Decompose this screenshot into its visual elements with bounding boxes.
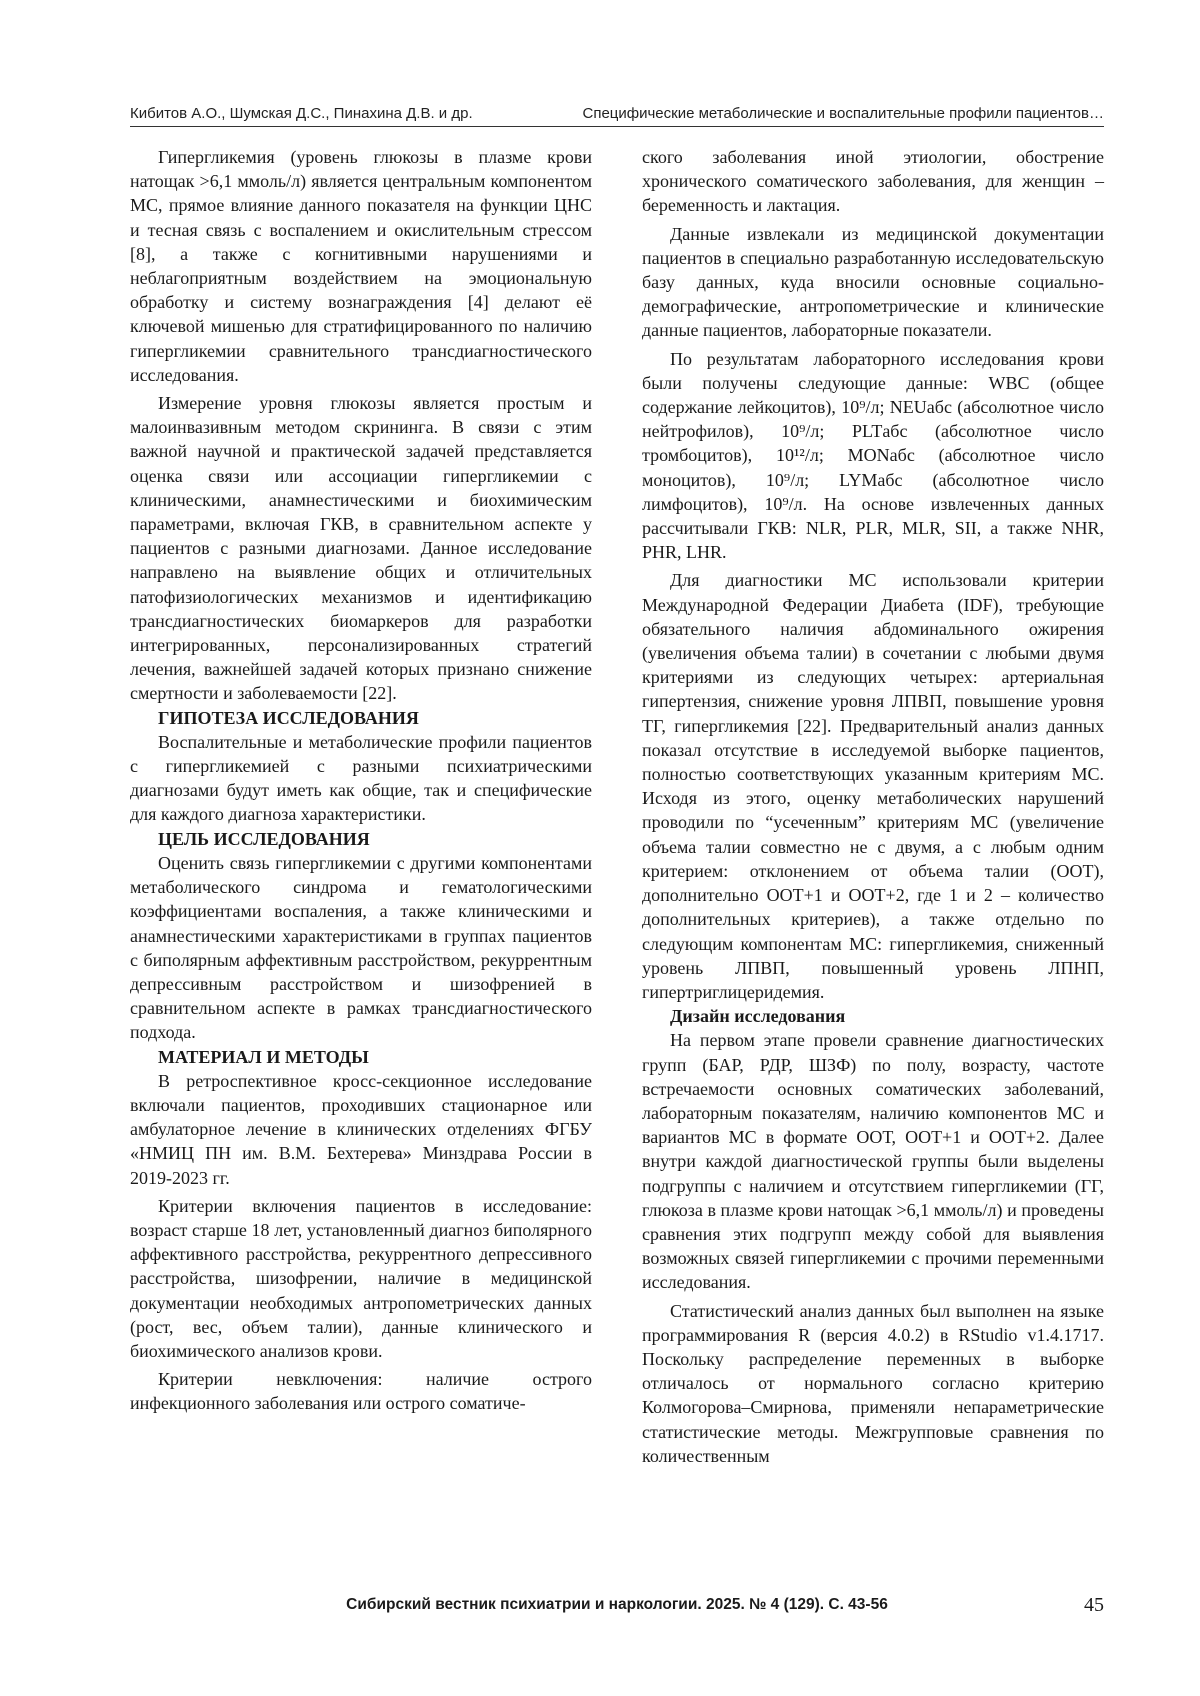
right-column [642, 145, 1104, 1550]
paragraph-hypothesis: Воспалительные и метаболические профили пациентов с гипергликемией с разными психиатрическими диагнозами будут иметь как общие, так и специфические для каждого диагноза характеристики. [130, 731, 592, 825]
paragraph-hyperglycemia: Гипергликемия (уровень глюкозы в плазме крови натощак >6,1 ммоль/л) является центральным компонентом МС, прямое влияние данного показателя на функции ЦНС и тесная связь с воспалением и окислительным стрессом [8], а также с когнитивными нарушениями и неблагоприятным воздействием на эмоциональную обработку и систему вознаграждения [4] делают её ключевой мишенью для стратифицированного по наличию гипергликемии сравнительного трансдиагностического исследования. [130, 147, 592, 385]
heading-methods: МАТЕРИАЛ И МЕТОДЫ [158, 1046, 369, 1067]
journal-citation: Сибирский вестник психиатрии и наркологии. 2025. № 4 (129). С. 43-56 [346, 1596, 888, 1613]
header-authors: Кибитов А.О., Шумская Д.С., Пинахина Д.В. и др. [130, 105, 473, 122]
page-footer [130, 1596, 1104, 1614]
paragraph-exclusion-criteria: Критерии невключения: наличие острого инфекционного заболевания или острого соматиче- [130, 1369, 592, 1414]
running-head [130, 105, 1104, 127]
paragraph-study-design: В ретроспективное кросс-секционное исследование включали пациентов, проходивших стационарное или амбулаторное лечение в клинических отделениях ФГБУ «НМИЦ ПН им. В.М. Бехтерева» Минздрава России в 2019-2023 гг. [130, 1070, 592, 1188]
paragraph-glucose-screening: Измерение уровня глюкозы является простым и малоинвазивным методом скрининга. В связи с этим важной научной и практической задачей представляется оценка связи или ассоциации гипергликемии с клиническими, анамнестическими и биохимическим параметрами, включая ГКВ, в сравнительном аспекте у пациентов с разными диагнозами. Данное исследование направлено на выявление общих и отличительных патофизиологических механизмов и идентификацию трансдиагностических биомаркеров для разработки интегрированных, персонализированных стратегий лечения, важнейшей задачей которых признано снижение смертности и заболеваемости [22]. [130, 393, 592, 704]
paragraph-data-extraction: Данные извлекали из медицинской документации пациентов в специально разработанную исследовательскую базу данных, куда вносили основные социально-демографические, антропометрические и клинические данные пациентов, лабораторные показатели. [642, 223, 1104, 341]
paragraph-design: На первом этапе провели сравнение диагностических групп (БАР, РДР, ШЗФ) по полу, возрасту, частоте встречаемости основных соматических заболеваний, лабораторным показателям, наличию компонентов МС и вариантов МС в формате ООТ, ООТ+1 и ООТ+2. Далее внутри каждой диагностической группы были выделены подгруппы с наличием и отсутствием гипергликемии (ГГ, глюкоза в плазме крови натощак >6,1 ммоль/л) и проведены сравнения этих подгрупп между собой для выявления возможных связей гипергликемии с прочими переменными исследования. [642, 1030, 1104, 1293]
paragraph-inclusion-criteria: Критерии включения пациентов в исследование: возраст старше 18 лет, установленный диагноз биполярного аффективного расстройства, рекуррентного депрессивного расстройства, шизофрении, наличие в медицинской документации необходимых антропометрических данных (рост, вес, объем талии), данные клинического и биохимического анализов крови. [130, 1195, 592, 1361]
paragraph-exclusion-continued: ского заболевания иной этиологии, обострение хронического соматического заболевания, для женщин – беременность и лактация. [642, 147, 1104, 216]
paragraph-aim: Оценить связь гипергликемии с другими компонентами метаболического синдрома и гематологическими коэффициентами воспаления, а также клиническими и анамнестическими характеристиками в группах пациентов с биполярным аффективным расстройством, рекуррентным депрессивным расстройством и шизофренией в сравнительном аспекте в рамках трансдиагностического подхода. [130, 852, 592, 1043]
heading-aim: ЦЕЛЬ ИССЛЕДОВАНИЯ [158, 828, 370, 849]
heading-design: Дизайн исследования [670, 1006, 846, 1027]
page-number: 45 [1084, 1594, 1104, 1616]
paragraph-statistics: Статистический анализ данных был выполнен на языке программирования R (версия 4.0.2) в RStudio v1.4.1717. Поскольку распределение переменных в выборке отличалось от нормального согласно критерию Колмогорова–Смирнова, применяли непараметрические статистические методы. Межгрупповые сравнения по количественным [642, 1300, 1104, 1466]
article-body [130, 145, 1104, 1550]
paragraph-lab-data: По результатам лабораторного исследования крови были получены следующие данные: WBC (общее содержание лейкоцитов), 10⁹/л; NEUабс (абсолютное число нейтрофилов), 10⁹/л; PLTабс (абсолютное число тромбоцитов), 10¹²/л; MONабс (абсолютное число моноцитов), 10⁹/л; LYMабс (абсолютное число лимфоцитов), 10⁹/л. На основе извлеченных данных рассчитывали ГКВ: NLR, PLR, MLR, SII, а также NHR, PHR, LHR. [642, 348, 1104, 563]
left-column [130, 145, 592, 1550]
header-short-title: Специфические метаболические и воспалительные профили пациентов… [582, 105, 1104, 122]
heading-hypothesis: ГИПОТЕЗА ИССЛЕДОВАНИЯ [158, 707, 419, 728]
paragraph-ms-criteria: Для диагностики МС использовали критерии Международной Федерации Диабета (IDF), требующие обязательного наличия абдоминального ожирения (увеличения объема талии) в сочетании с любыми двумя критериями из следующих четырех: артериальная гипертензия, снижение уровня ЛПВП, повышение уровня ТГ, гипергликемия [22]. Предварительный анализ данных показал отсутствие в исследуемой выборке пациентов, полностью соответствующих указанным критериям МС. Исходя из этого, оценку метаболических нарушений проводили по “усеченным” критериям МС (увеличение объема талии совместно не с двумя, а с любым одним критерием: отклонением от объема талии (ООТ), дополнительно ООТ+1 и ООТ+2, где 1 и 2 – количество дополнительных критериев), а также отдельно по следующим компонентам МС: гипергликемия, сниженный уровень ЛПВП, повышенный уровень ЛПНП, гипертриглицеридемия. [642, 570, 1104, 1002]
